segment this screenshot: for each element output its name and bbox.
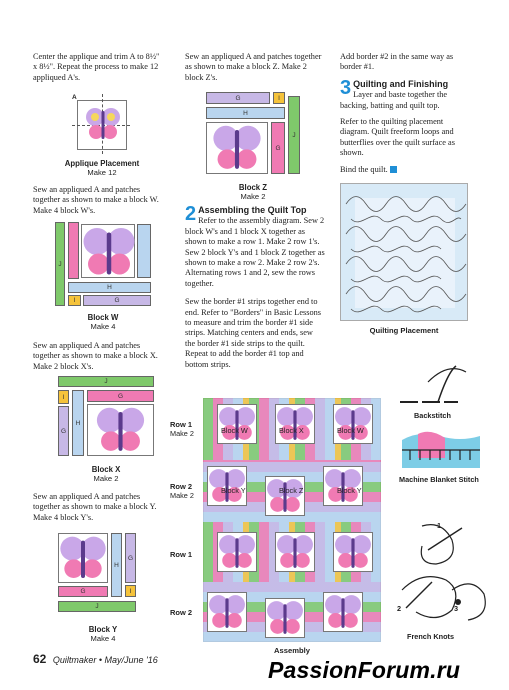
french-knots-label: French Knots <box>407 632 455 641</box>
assembly-block-label: Block X <box>279 426 304 435</box>
applique-a <box>207 592 247 632</box>
patch-g: G <box>125 533 136 583</box>
french-knots-icon <box>392 520 490 628</box>
assembly-block-label: Block Y <box>337 486 362 495</box>
patch-i: I <box>58 390 69 404</box>
watermark: PassionForum.ru <box>268 657 461 683</box>
column-1-p4: Sew an appliqued A and patches together as shown to make a block Y. Make 4 block Y's. <box>33 492 157 522</box>
applique-a <box>217 532 257 572</box>
patch-h: H <box>111 533 122 597</box>
step-2-section <box>185 205 325 376</box>
applique-a <box>87 404 154 456</box>
block-y-caption: Block Y Make 4 <box>88 625 118 643</box>
applique-a <box>275 532 315 572</box>
assembly-block-label: Block Z <box>279 486 304 495</box>
applique-placement-diagram <box>70 92 130 154</box>
page-number: 62 <box>33 652 47 666</box>
block-x-diagram <box>58 376 154 456</box>
applique-a <box>265 598 305 638</box>
butterfly-icon <box>334 405 372 443</box>
patch-j: J <box>288 96 300 174</box>
paragraph-block-z: Sew an appliqued A and patches together as shown to make a block Z. Make 2 block Z's. <box>185 52 322 82</box>
assembly-row-label: Row 1 <box>170 550 193 559</box>
quilting-loops-icon <box>341 184 468 321</box>
patch-i: I <box>273 92 285 104</box>
assembly-row-label: Row 1 Make 2 <box>170 420 194 438</box>
patch-i: I <box>68 295 81 306</box>
step-2-text: Refer to the assembly diagram. Sew 2 block W's and 1 block X together as shown to make a row 1. Make 2 row 1's. Sew 2 block Y's and 1 block Z together as shown to make a row 2. Make 2 row 2's. Alternating rows 1 and 2, sew the rows together. <box>185 216 325 288</box>
column-1-p2: Sew an appliqued A and patches together as shown to make a block W. Make 4 block W's. <box>33 185 159 215</box>
block-x-caption: Block X Make 2 <box>91 465 121 483</box>
patch-g: G <box>206 92 270 104</box>
step-2-heading: Assembling the Quilt Top <box>198 205 307 215</box>
patch-h <box>137 224 151 278</box>
butterfly-icon <box>266 599 304 637</box>
paragraph-border-2: Add border #2 in the same way as border #1. <box>340 52 454 72</box>
assembly-block-label: Block Y <box>221 486 246 495</box>
patch-g: G <box>87 390 154 402</box>
butterfly-icon <box>266 477 304 515</box>
block-z-diagram <box>206 92 300 174</box>
butterfly-icon <box>88 405 153 455</box>
butterfly-icon <box>207 123 267 173</box>
applique-a <box>333 404 373 444</box>
patch-h: H <box>72 390 84 456</box>
applique-a <box>217 404 257 444</box>
applique-a <box>333 532 373 572</box>
butterfly-icon <box>82 225 136 279</box>
butterfly-icon <box>85 106 121 142</box>
patch-j: J <box>55 222 65 306</box>
block-y-diagram <box>58 533 144 615</box>
patch-i: I <box>125 585 136 597</box>
block-w-caption: Block W Make 4 <box>87 313 119 331</box>
backstitch-label: Backstitch <box>414 411 451 420</box>
applique-a <box>275 404 315 444</box>
paragraph-trim-applique: Center the applique and trim A to 8½" x 8½". Repeat the process to make 12 appliqued A's. <box>33 52 160 82</box>
blanket-stitch-label: Machine Blanket Stitch <box>399 475 479 484</box>
assembly-block-label: Block W <box>337 426 364 435</box>
paragraph-quilting: Refer to the quilting placement diagram. Quilt freeform loops and butterflies over the quilt surface as shown. <box>340 117 455 158</box>
patch-label-a: A <box>72 94 77 101</box>
step-2-number: 2 <box>185 203 197 225</box>
block-w-diagram <box>55 222 151 306</box>
paragraph-bind: Bind the quilt. <box>340 165 472 175</box>
applique-a <box>206 122 268 174</box>
butterfly-icon <box>208 593 246 631</box>
patch-g: G <box>58 406 69 456</box>
quilting-placement-caption: Quilting Placement <box>369 326 439 335</box>
patch-j: J <box>58 376 154 387</box>
end-mark-icon <box>390 166 397 173</box>
magazine-name: Quiltmaker • May/June '16 <box>52 655 158 665</box>
patch-g: G <box>83 295 151 306</box>
patch-h: H <box>206 107 285 119</box>
butterfly-icon <box>334 533 372 571</box>
butterfly-icon <box>218 405 256 443</box>
applique-a <box>323 592 363 632</box>
quilting-placement-diagram <box>340 183 468 321</box>
blanket-stitch-icon <box>400 428 482 470</box>
paragraph-border-1: Sew the border #1 strips together end to end. Refer to "Borders" in Basic Lessons to measure and trim the border #1 side strips. Matching centers and ends, sew the border #1 side strips to the quilt. Repeat to add the border #1 top and bottom strips. <box>185 297 322 369</box>
patch-h: H <box>68 282 151 293</box>
patch-g: G <box>58 586 108 597</box>
step-3-section <box>340 76 472 111</box>
backstitch-icon <box>398 362 468 404</box>
applique-a <box>81 224 135 278</box>
page-footer <box>33 652 158 666</box>
applique-a <box>58 533 108 583</box>
column-1-p3: Sew an appliqued A and patches together as shown to make a block X. Make 2 block X's. <box>33 341 158 371</box>
step-3-number: 3 <box>340 76 352 99</box>
assembly-caption: Assembly <box>274 646 310 655</box>
step-3-text: Layer and baste together the backing, batting and quilt top. <box>340 90 448 110</box>
column-1 <box>33 52 161 89</box>
patch-j: J <box>58 601 136 612</box>
block-z-caption: Block Z Make 2 <box>238 183 268 201</box>
applique-placement-caption: Applique Placement Make 12 <box>64 159 140 177</box>
step-number-2: 2 <box>397 604 402 613</box>
step-number-1: 1 <box>437 521 442 530</box>
step-3-heading: Quilting and Finishing <box>353 78 449 89</box>
patch-g: G <box>271 122 285 174</box>
assembly-row-label: Row 2 Make 2 <box>170 482 194 500</box>
butterfly-icon <box>218 533 256 571</box>
butterfly-icon <box>324 593 362 631</box>
applique-a <box>265 476 305 516</box>
column-3 <box>340 52 472 181</box>
assembly-row-label: Row 2 <box>170 608 193 617</box>
butterfly-icon <box>59 534 107 582</box>
assembly-diagram <box>203 398 381 642</box>
step-number-3: 3 <box>454 604 459 613</box>
patch-g <box>68 222 79 279</box>
column-2 <box>185 52 325 89</box>
assembly-block-label: Block W <box>221 426 248 435</box>
butterfly-icon <box>276 405 314 443</box>
butterfly-icon <box>276 533 314 571</box>
